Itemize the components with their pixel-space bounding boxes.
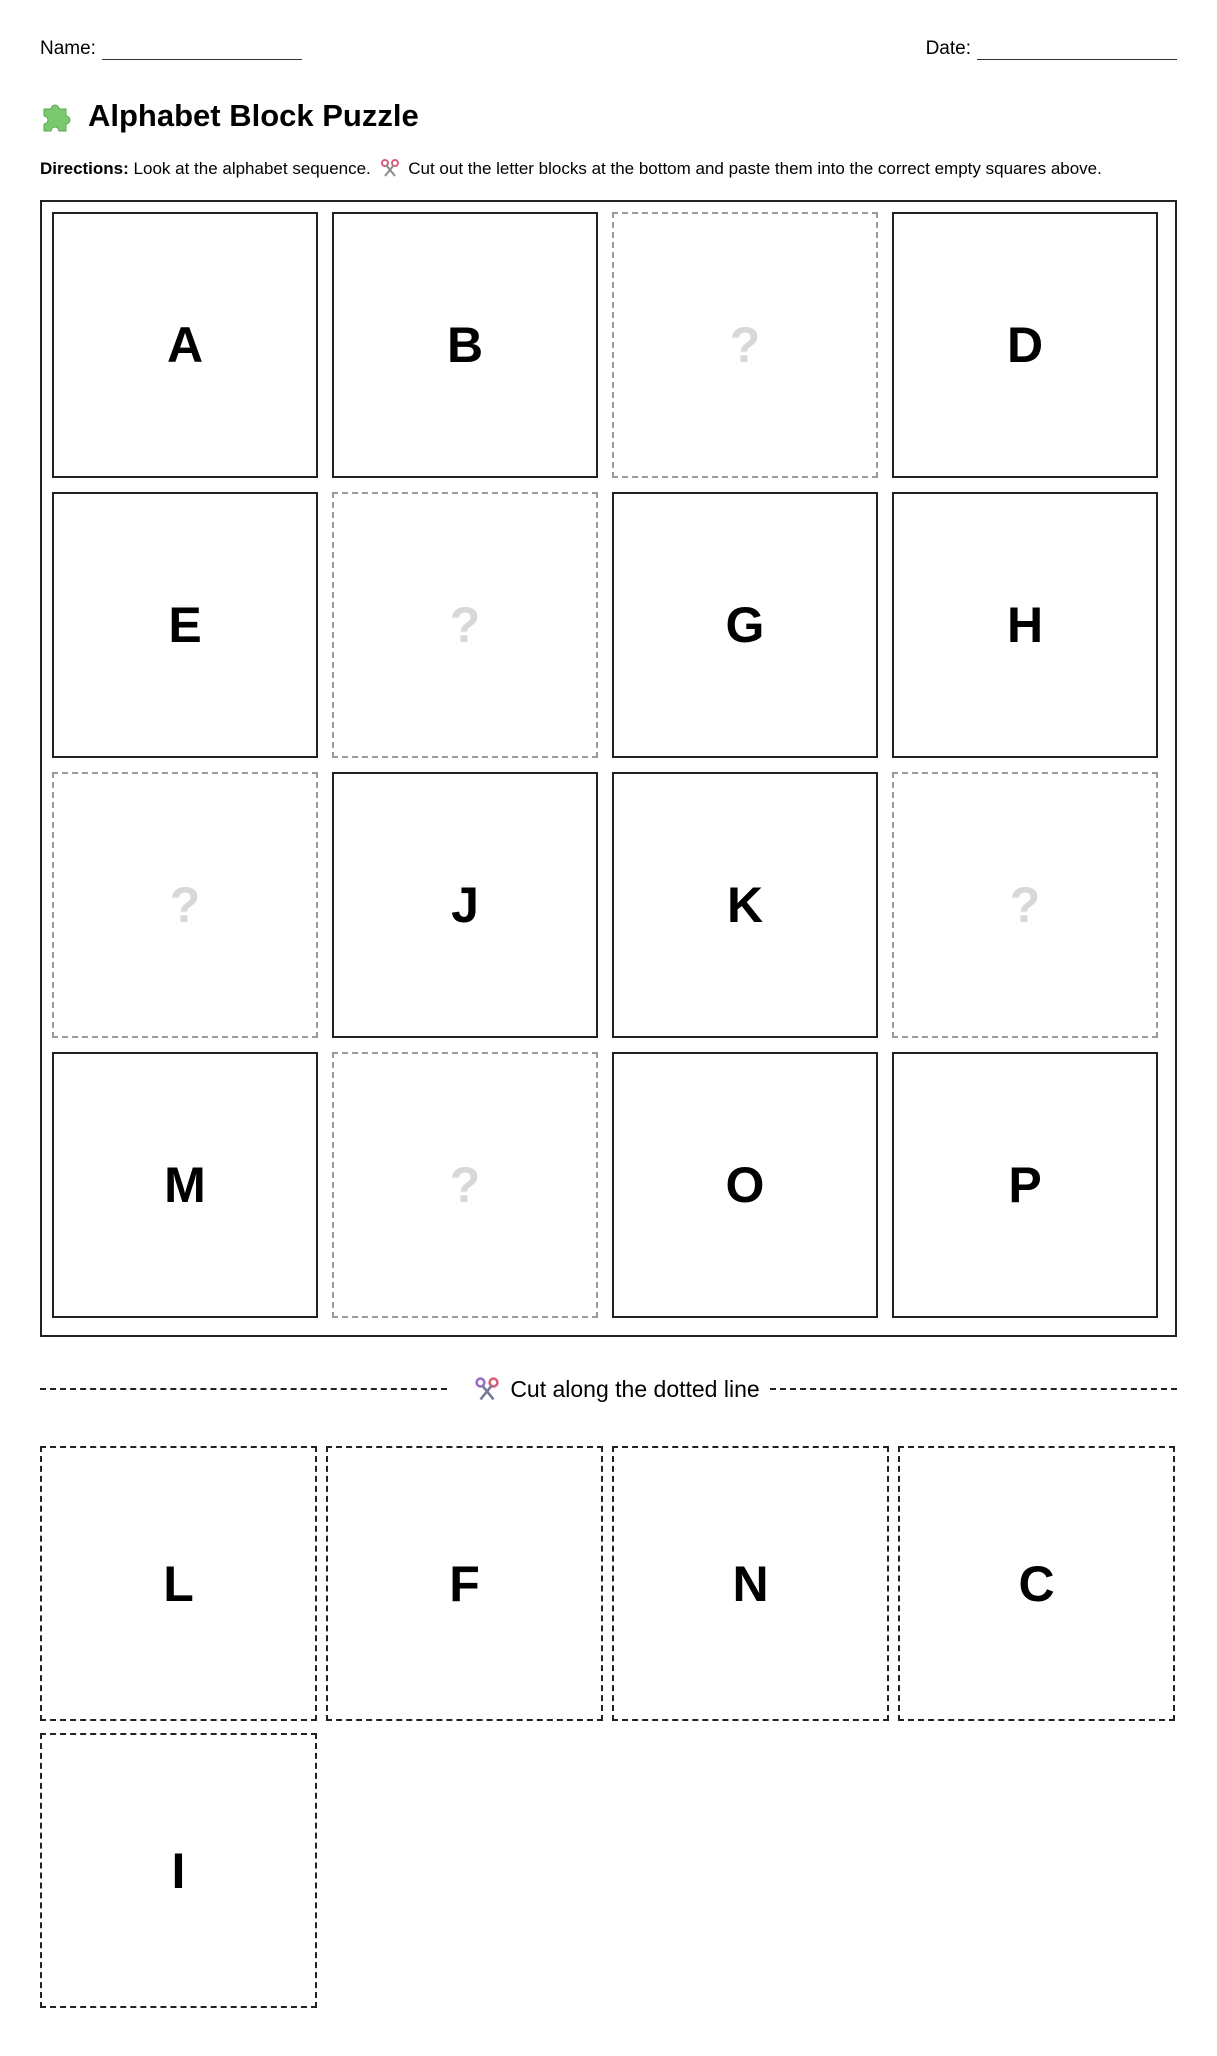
scissors-icon: [380, 159, 400, 177]
alphabet-grid: [40, 200, 1177, 1337]
cutout-piece-5[interactable]: I: [40, 1733, 317, 2008]
directions-label: Directions:: [40, 159, 129, 178]
grid-cell-6: ?: [332, 492, 598, 758]
grid-cell-4: D: [892, 212, 1158, 478]
header-fields: [40, 38, 1177, 62]
grid-cell-12: ?: [892, 772, 1158, 1038]
grid-cell-3: ?: [612, 212, 878, 478]
grid-cell-15: O: [612, 1052, 878, 1318]
cutout-piece-2[interactable]: F: [326, 1446, 603, 1721]
name-label: Name:: [40, 38, 96, 59]
cutout-piece-1[interactable]: L: [40, 1446, 317, 1721]
grid-cell-13: M: [52, 1052, 318, 1318]
directions-text-1: Look at the alphabet sequence.: [133, 159, 371, 178]
grid-cell-1: A: [52, 212, 318, 478]
directions-text-2: Cut out the letter blocks at the bottom and paste them into the correct empty squares above.: [408, 159, 1102, 178]
cut-line-label: [460, 1374, 770, 1404]
cut-line-text: Cut along the dotted line: [510, 1375, 760, 1402]
puzzle-piece-icon: [40, 99, 74, 133]
grid-cell-8: H: [892, 492, 1158, 758]
cut-line: [40, 1374, 1177, 1404]
grid-cell-5: E: [52, 492, 318, 758]
cut-line-dash-right: [770, 1388, 1177, 1390]
directions: [40, 158, 1177, 180]
grid-cell-14: ?: [332, 1052, 598, 1318]
cutout-piece-3[interactable]: N: [612, 1446, 889, 1721]
date-blank-line[interactable]: [977, 41, 1177, 60]
name-blank-line[interactable]: [102, 41, 302, 60]
name-field[interactable]: [40, 38, 302, 60]
grid-cell-7: G: [612, 492, 878, 758]
cut-line-dash-left: [40, 1388, 447, 1390]
grid-cell-16: P: [892, 1052, 1158, 1318]
grid-cell-11: K: [612, 772, 878, 1038]
date-field[interactable]: [926, 38, 1177, 60]
grid-cell-10: J: [332, 772, 598, 1038]
page-title: [40, 94, 419, 138]
date-label: Date:: [925, 38, 971, 59]
cutout-piece-4[interactable]: C: [898, 1446, 1175, 1721]
scissors-icon: [474, 1377, 500, 1401]
grid-cell-9: ?: [52, 772, 318, 1038]
grid-cell-2: B: [332, 212, 598, 478]
page-title-text: Alphabet Block Puzzle: [88, 98, 419, 133]
